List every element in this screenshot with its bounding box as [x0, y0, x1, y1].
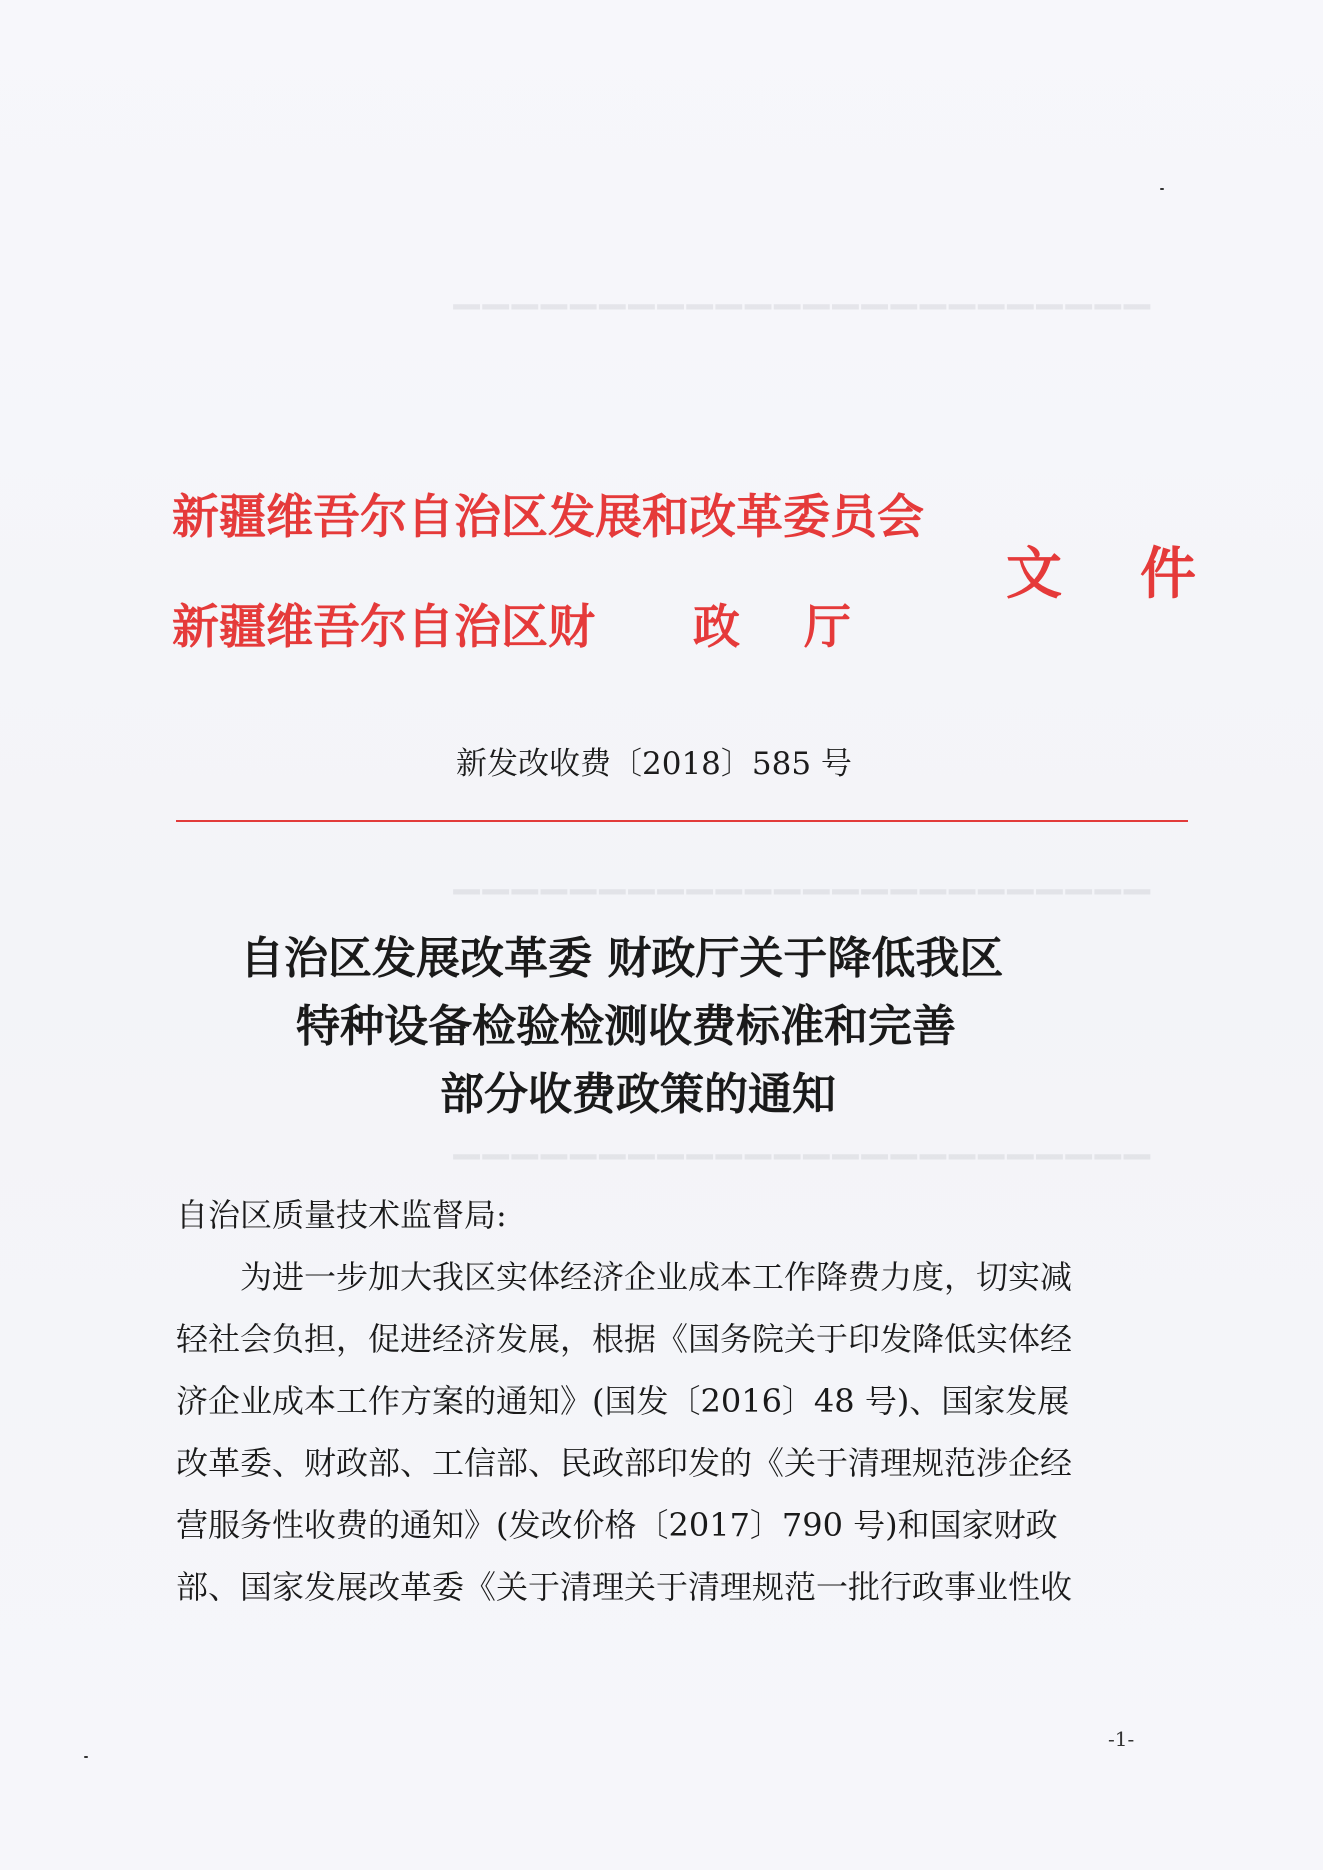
body-text-line: 为进一步加大我区实体经济企业成本工作降费力度，切实减	[240, 1258, 1073, 1296]
issuing-org-line-2-c: 厅	[804, 600, 851, 655]
issuing-org-line-1: 新疆维吾尔自治区发展和改革委员会	[172, 490, 924, 545]
body-text-line: 轻社会负担，促进经济发展，根据《国务院关于印发降低实体经	[176, 1320, 1073, 1358]
document-title-line-1: 自治区发展改革委 财政厅关于降低我区	[240, 933, 1004, 984]
salutation: 自治区质量技术监督局:	[176, 1196, 507, 1234]
red-separator-line	[176, 820, 1188, 822]
issuing-org-line-2-a: 新疆维吾尔自治区财	[172, 600, 595, 655]
paper-speck	[84, 1756, 88, 1758]
body-text-line: 营服务性收费的通知》(发改价格〔2017〕790 号)和国家财政	[176, 1506, 1058, 1544]
body-text-line: 济企业成本工作方案的通知》(国发〔2016〕48 号)、国家发展	[176, 1382, 1070, 1420]
document-number: 新发改收费〔2018〕585 号	[456, 746, 852, 782]
document-title-line-2: 特种设备检验检测收费标准和完善	[296, 1001, 956, 1052]
document-title-line-3: 部分收费政策的通知	[440, 1069, 836, 1120]
show-through-texture: ▁▁▁▁▁▁▁▁▁▁▁▁▁▁▁▁▁▁▁▁▁▁▁▁	[450, 1120, 1150, 1160]
issuing-org-line-2-b: 政	[693, 600, 740, 655]
show-through-texture: ▁▁▁▁▁▁▁▁▁▁▁▁▁▁▁▁▁▁▁▁▁▁▁▁	[450, 855, 1150, 895]
show-through-texture: ▁▁▁▁▁▁▁▁▁▁▁▁▁▁▁▁▁▁▁▁▁▁▁▁	[450, 270, 1150, 310]
body-text-line: 改革委、财政部、工信部、民政部印发的《关于清理规范涉企经	[176, 1444, 1073, 1482]
issuing-org-line-2	[172, 590, 851, 657]
body-text-line: 部、国家发展改革委《关于清理关于清理规范一批行政事业性收	[176, 1568, 1073, 1606]
document-type-char-2: 件	[1140, 541, 1196, 607]
page-number: -1-	[1108, 1727, 1135, 1751]
paper-speck	[1160, 188, 1164, 190]
document-type-label	[1006, 530, 1196, 610]
document-type-char-1: 文	[1006, 541, 1062, 607]
